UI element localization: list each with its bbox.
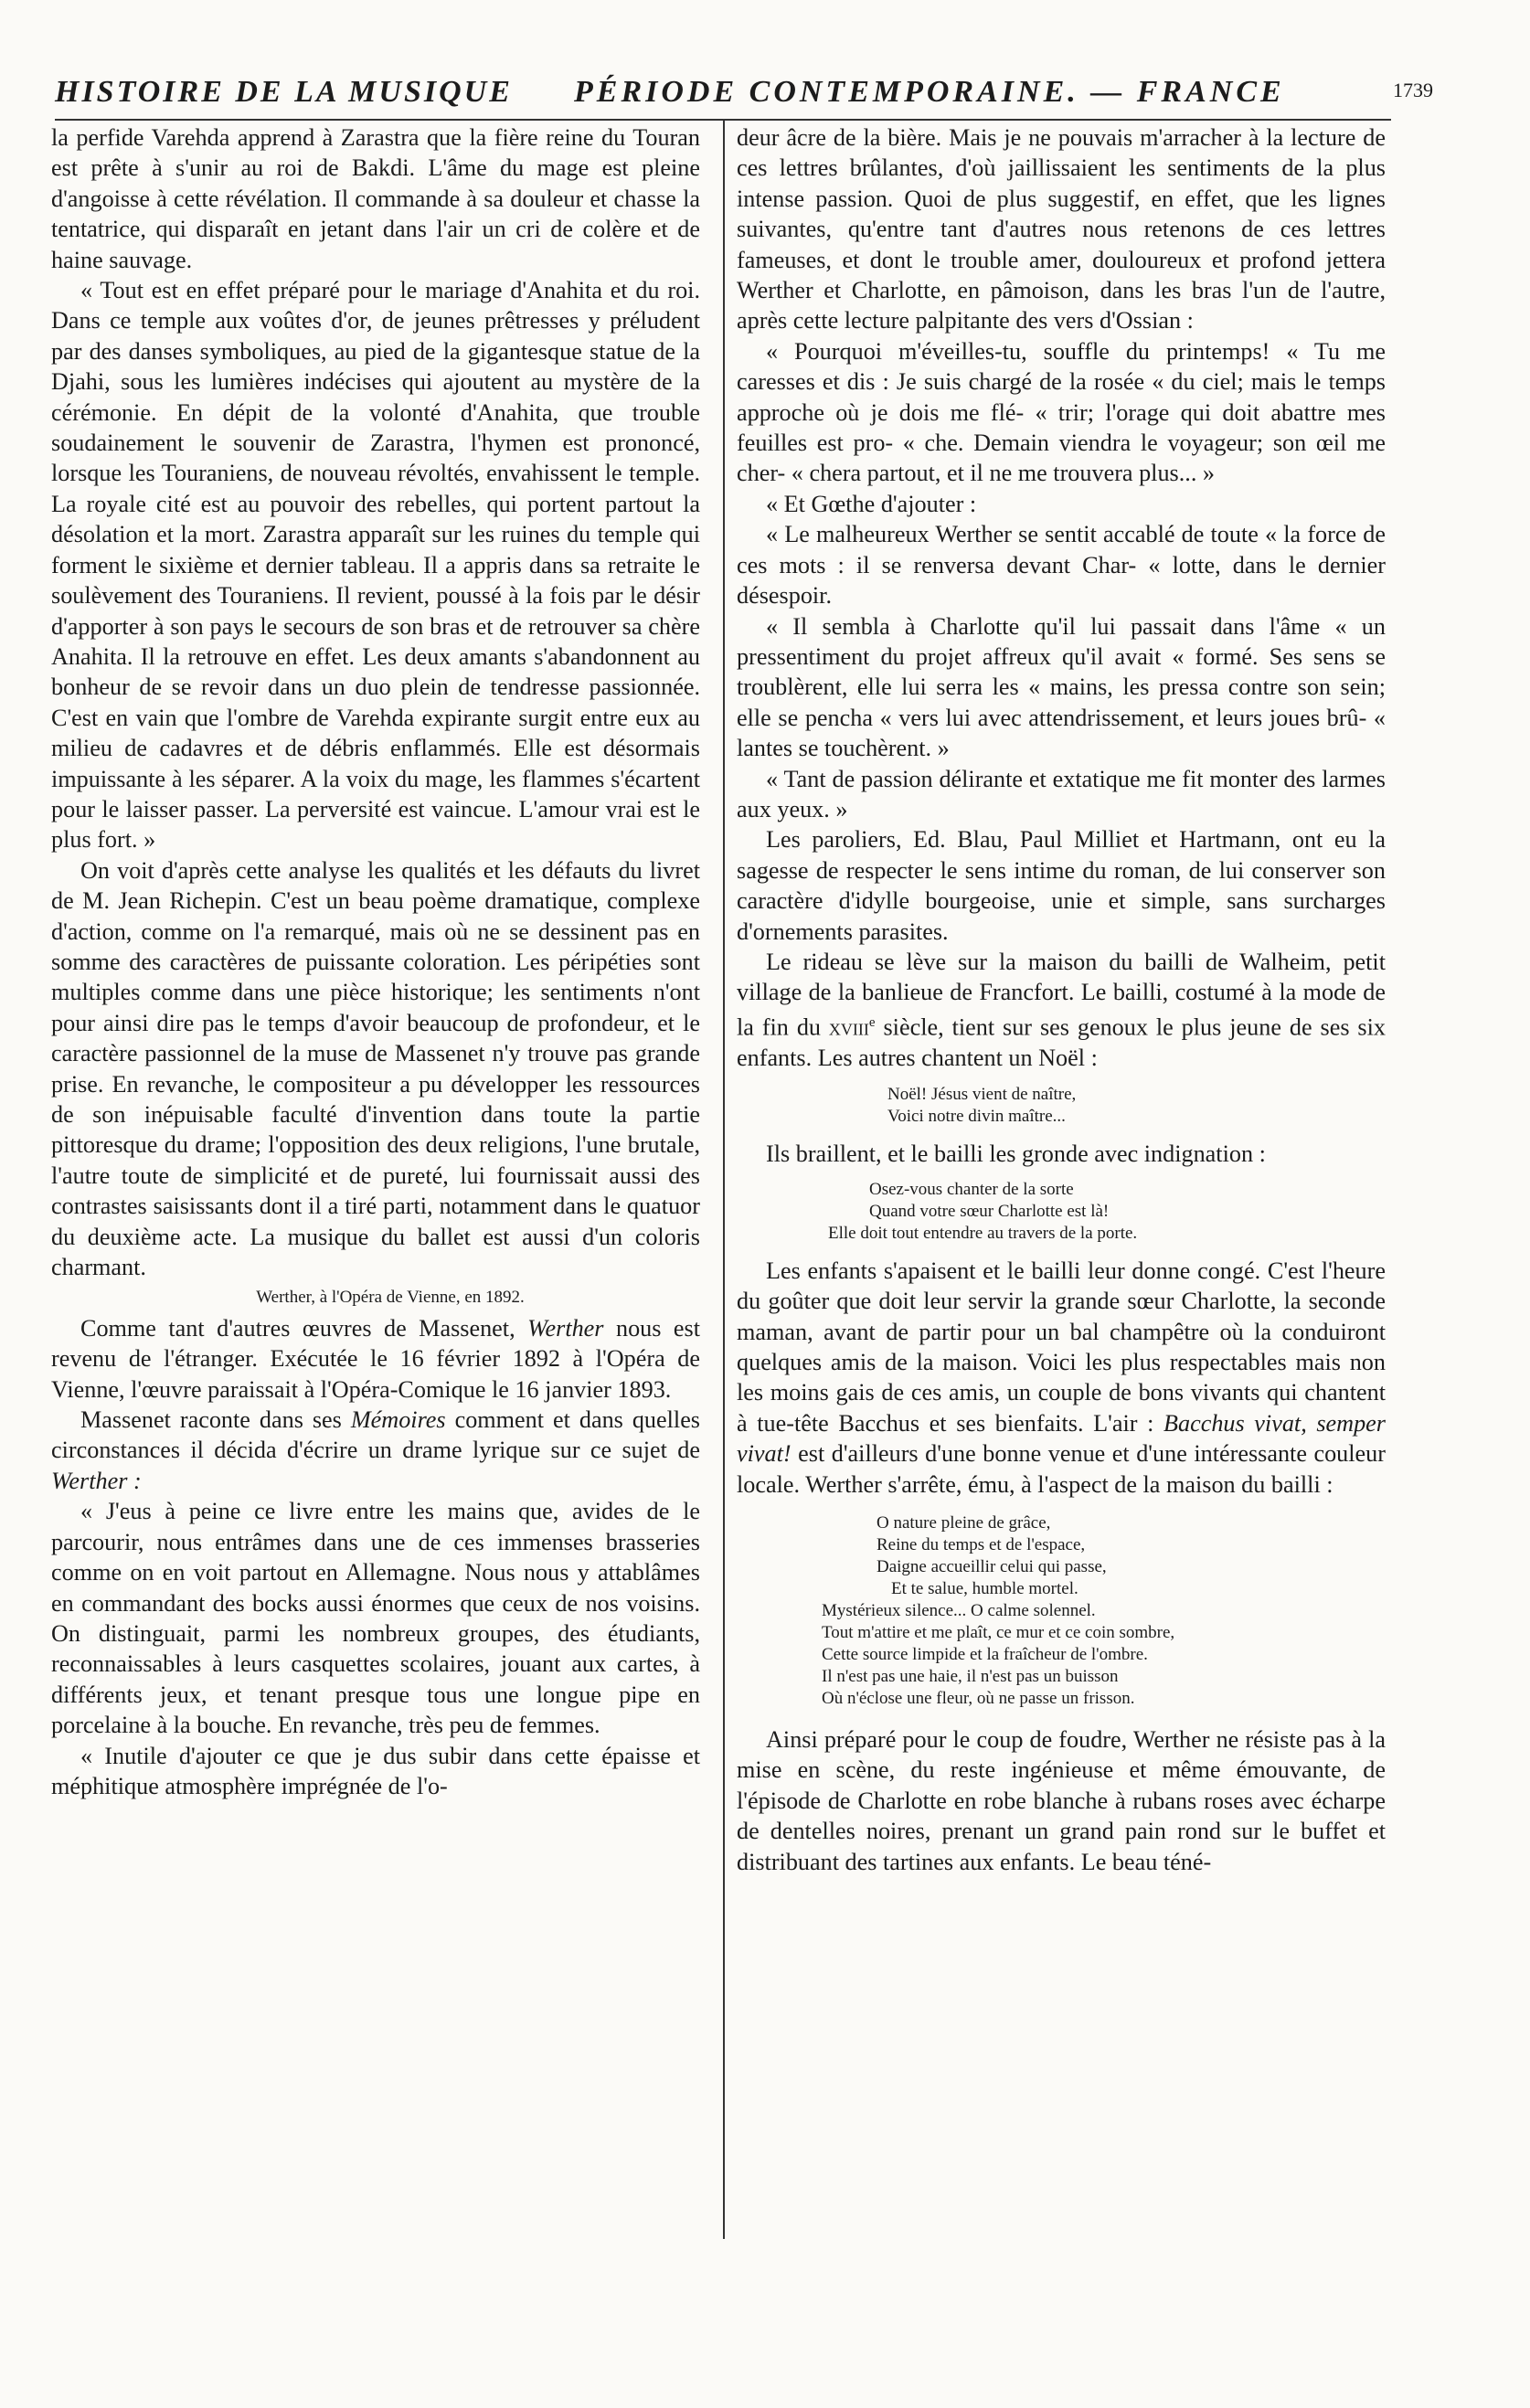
verse-line: Quand votre sœur Charlotte est là!: [869, 1201, 1110, 1221]
figure-caption: Werther, à l'Opéra de Vienne, en 1892.: [256, 1288, 525, 1308]
text-run: comment et dans quelles circonstances il décida d'écrire un drame lyrique sur ce sujet de: [51, 1406, 701, 1464]
verse-line: Mystérieux silence... O calme solennel.: [822, 1600, 1096, 1620]
page-number: 1739: [1393, 79, 1433, 101]
paragraph: « Tout est en effet préparé pour le mariage d'Anahita et du roi. Dans ce temple aux voûtes d'or, de jeunes prêtresses y préludent par des danses symboliques, au pied de la gigantesque statue de la Djahi, sous les lumières indécises qui ajoutent au mystère de la cérémonie. En dépit de la volonté d'Anahita, que trouble soudainement le souvenir de Zarastra, l'hymen est prononcé, lorsque les Touraniens, de nouveau révoltés, envahissent le temple. La royale cité est au pouvoir des rebelles, qui portent partout la désolation et la mort. Zarastra apparaît sur les ruines du temple qui forment le sixième et dernier tableau. Il a appris dans sa retraite le soulèvement des Touraniens. Il revient, poussé à la fois par le désir d'apporter à son pays le secours de son bras et de retrouver sa chère Anahita. Il la retrouve en effet. Les deux amants s'abandonnent au bonheur de se revoir dans un duo plein de tendresse passionnée. C'est en vain que l'ombre de Varehda expirante surgit entre eux au milieu de cadavres et de débris enflammés. Elle est désormais impuissante à les séparer. A la voix du mage, les flammes s'écartent pour le laisser passer. La perversité est vaincue. L'amour vrai est le plus fort. »: [51, 277, 700, 854]
paragraph: Les paroliers, Ed. Blau, Paul Milliet et Hartmann, ont eu la sagesse de respecter le sens intime du roman, de lui conserver son caractère d'idylle bourgeoise, unie et simple, sans surcharges d'ornements parasites.: [737, 826, 1386, 945]
paragraph: « Il sembla à Charlotte qu'il lui passait dans l'âme « un pressentiment du projet affreux qu'il avait « formé. Ses sens se troublèrent, elle lui serra les « mains, les pressa contre son sein; elle se pencha « vers lui avec attendrissement, et leurs joues brû- « lantes se touchèrent. »: [737, 612, 1386, 762]
header-section-title: PÉRIODE CONTEMPORAINE. — FRANCE: [574, 75, 1285, 109]
paragraph: [737, 1256, 1386, 1500]
verse-line: O nature pleine de grâce,: [877, 1512, 1051, 1533]
paragraph: « Tant de passion délirante et extatique me fit monter des larmes aux yeux. »: [737, 765, 1386, 822]
paragraph: On voit d'après cette analyse les qualités et les défauts du livret de M. Jean Richepin. C'est un beau poème dramatique, complexe d'action, comme on l'a remarqué, mais où ne se dessinent pas en somme des caractères de puissante coloration. Les péripéties sont multiples comme dans une pièce historique; les sentiments n'ont pour ainsi dire pas le temps d'avoir beaucoup de profondeur, et le caractère passionnel de la muse de Massenet n'y trouve pas grande prise. En revanche, le compositeur a pu développer les ressources de son inépuisable faculté d'invention dans toute la partie pittoresque du drame; l'opposition des deux religions, l'une brutale, l'autre toute de simplicité et de pureté, lui fournissait aussi des contrastes saisissants dont il a tiré parti, notamment dans le quatuor du deuxième acte. La musique du ballet est aussi d'un coloris charmant.: [51, 856, 700, 1281]
verse-line: Elle doit tout entendre au travers de la porte.: [828, 1223, 1138, 1243]
title-memoires: Mémoires: [350, 1406, 446, 1434]
paragraph: « Et Gœthe d'ajouter :: [766, 490, 977, 517]
verse-noel: [737, 1084, 1386, 1128]
paragraph: « Pourquoi m'éveilles-tu, souffle du printemps! « Tu me caresses et dis : Je suis chargé de la rosée « du ciel; mais le temps approche où je dois me flé- « trir; l'orage qui doit abattre mes feuilles est pro- « che. Demain viendra le voyageur; son œil me cher- « chera partout, et il ne me trouvera plus... »: [737, 337, 1386, 487]
superscript: e: [868, 1014, 876, 1030]
paragraph: Ainsi préparé pour le coup de foudre, Werther ne résiste pas à la mise en scène, du reste ingénieuse et même émouvante, de l'épisode de Charlotte en robe blanche à rubans roses avec écharpe de dentelles noires, prenant un grand pain rond sur le buffet et distribuant des tartines aux enfants. Le beau téné-: [737, 1725, 1386, 1875]
text-run: est d'ailleurs d'une bonne venue et d'une intéressante couleur locale. Werther s'arrête, ému, à l'aspect de la maison du bailli :: [737, 1440, 1386, 1498]
verse-line: Tout m'attire et me plaît, ce mur et ce coin sombre,: [822, 1622, 1175, 1642]
title-werther: Werther :: [51, 1467, 142, 1494]
text-run: Le rideau se lève sur la maison du bailli de Walheim, petit village de la banlieue de Francfort. Le bailli, costumé à la mode de la fin du: [737, 948, 1386, 1041]
verse-line: Noël! Jésus vient de naître,: [887, 1085, 1077, 1105]
column-divider: [723, 119, 725, 2239]
verse-line: Il n'est pas une haie, il n'est pas un buisson: [822, 1666, 1119, 1686]
paragraph: Ils braillent, et le bailli les gronde avec indignation :: [766, 1140, 1266, 1168]
verse-line: Reine du temps et de l'espace,: [877, 1534, 1086, 1554]
century-numeral: xviii: [828, 1013, 869, 1041]
paragraph: [51, 1313, 700, 1405]
right-column: [737, 122, 1386, 1877]
paragraph: [737, 947, 1386, 1073]
aria-title: Bacchus vivat, semper vivat!: [737, 1409, 1386, 1468]
verse-line: Où n'éclose une fleur, où ne passe un frisson.: [822, 1688, 1135, 1708]
text-run: siècle, tient sur ses genoux le plus jeune de ses six enfants. Les autres chantent un Noël :: [737, 1013, 1386, 1071]
paragraph: [51, 1405, 700, 1496]
paragraph: la perfide Varehda apprend à Zarastra que la fière reine du Touran est prête à s'unir au roi de Bakdi. L'âme du mage est pleine d'angoisse à cette révélation. Il commande à sa douleur et chasse la tentatrice, qui disparaît en jetant dans l'air un cri de colère et de haine sauvage.: [51, 124, 700, 273]
verse-bailli: [737, 1179, 1386, 1245]
text-run: Comme tant d'autres œuvres de Massenet,: [80, 1314, 528, 1342]
paragraph: « Le malheureux Werther se sentit accablé de toute « la force de ces mots : il se renversa devant Char- « lotte, dans le dernier désespoir.: [737, 521, 1386, 610]
text-run: Massenet raconte dans ses: [80, 1406, 351, 1434]
paragraph: « Inutile d'ajouter ce que je dus subir dans cette épaisse et méphitique atmosphère imprégnée de l'o-: [51, 1742, 700, 1799]
verse-line: Daigne accueillir celui qui passe,: [877, 1556, 1107, 1576]
text-run: Les enfants s'apaisent et le bailli leur donne congé. C'est l'heure du goûter que doit leur servir la grande sœur Charlotte, la seconde maman, avant de partir pour un bal champêtre où la conduiront quelques amis de la maison. Voici les plus respectables mais non les moins gais de ces amis, un couple de bons vivants qui chantent à tue-tête Bacchus et ses bienfaits. L'air :: [737, 1257, 1386, 1437]
verse-line: Et te salue, humble mortel.: [891, 1578, 1078, 1598]
running-header: [55, 75, 1433, 121]
header-left-title: HISTOIRE DE LA MUSIQUE: [55, 75, 513, 109]
title-werther: Werther: [527, 1314, 604, 1342]
paragraph: deur âcre de la bière. Mais je ne pouvais m'arracher à la lecture de ces lettres brûlantes, d'où jaillissaient les sentiments de la plus intense passion. Quoi de plus suggestif, en effet, que les lignes suivantes, qu'entre tant d'autres nous retenons de ces lettres fameuses, et dont le trouble amer, douloureux et profond jettera Werther et Charlotte, en pâmoison, dans les bras l'un de l'autre, après cette lecture palpitante des vers d'Ossian :: [737, 124, 1386, 334]
paragraph: « J'eus à peine ce livre entre les mains que, avides de le parcourir, nous entrâmes dans une de ces immenses brasseries comme on en voit partout en Allemagne. Nous nous y attablâmes en commandant des bocks aussi énormes que ceux de nos voisins. On distinguait, parmi les nombreux groupes, des étudiants, reconnaissables à leurs casquettes scolaires, jouant aux cartes, à différents jeux, et tenant presque tous une longue pipe en porcelaine à la bouche. En revanche, très peu de femmes.: [51, 1498, 700, 1739]
verse-werther: [737, 1512, 1386, 1710]
verse-line: Osez-vous chanter de la sorte: [869, 1179, 1074, 1199]
verse-line: Cette source limpide et la fraîcheur de l'ombre.: [822, 1644, 1148, 1664]
text-run: nous est revenu de l'étranger. Exécutée le 16 février 1892 à l'Opéra de Vienne, l'œuvre paraissait à l'Opéra-Comique le 16 janvier 1893.: [51, 1314, 700, 1403]
left-column: [51, 122, 700, 1801]
verse-line: Voici notre divin maître...: [887, 1107, 1066, 1127]
